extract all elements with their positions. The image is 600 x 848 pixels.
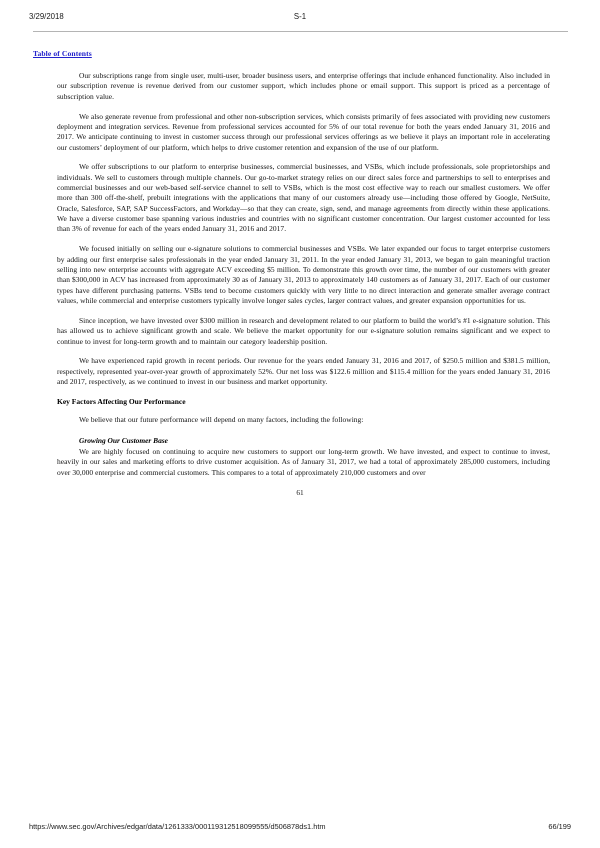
subsection-paragraph: We are highly focused on continuing to acquire new customers to support our long-term growth. We have invested, and expect to continue to invest, heavily in our sales and marketing efforts to drive customer acquisition. As of January 31, 2017, we had a total of approximately 285,000 customers, including over 30,000 enterprise and commercial customers. This compares to a total of approximately 210,000 customers and over — [57, 446, 550, 477]
print-footer-url: https://www.sec.gov/Archives/edgar/data/1261333/000119312518099555/d506878ds1.htm — [29, 822, 326, 831]
header-divider — [33, 31, 568, 32]
page-number: 61 — [296, 487, 304, 497]
print-footer-page-indicator: 66/199 — [548, 822, 571, 831]
paragraph: We offer subscriptions to our platform to enterprise businesses, commercial businesses, and VSBs, which include professionals, sole proprietorships and individuals. We sell to customers through multiple channels. Our go-to-market strategy relies on our direct sales force and partnerships to sell to enterprises and commercial businesses and our web-based self-service channel to sell to VSBs, which is the most cost effective way to reach our smallest customers. We offer more than 300 off-the-shelf, prebuilt integrations with the applications that many of our customers already use—including those offered by Google, NetSuite, Oracle, Salesforce, SAP, SAP SuccessFactors, and Workday—so that they can create, sign, send, and manage agreements from directly within these applications. We have a diverse customer base spanning various industries and countries with no significant customer concentration. Our largest customer accounted for less than 3% of revenue for each of the years ended January 31, 2016 and 2017. — [57, 162, 550, 234]
print-header-document-title: S-1 — [293, 12, 307, 21]
paragraph: We also generate revenue from professional and other non-subscription services, which consists primarily of fees associated with providing new customers deployment and integration services. Revenue from professional services accounted for 5% of our total revenue for both the years ended January 31, 2016 and 2017. We anticipate continuing to invest in customer success through our professional services offerings as we believe it plays an important role in accelerating our customers’ deployment of our platform, which helps to drive customer retention and expansion of the use of our platform. — [57, 111, 550, 152]
subsection-heading: Growing Our Customer Base — [79, 435, 168, 445]
text-column — [57, 71, 550, 497]
paragraph: Since inception, we have invested over $300 million in research and development related to our platform to build the world’s #1 e-signature solution. This has allowed us to achieve significant growth and scale. We believe the market opportunity for our e-signature solution remains significant and we expect to continue to invest for long-term growth and to maintain our category leadership position. — [57, 315, 550, 346]
print-footer — [0, 822, 600, 834]
section-intro-paragraph: We believe that our future performance will depend on many factors, including the following: — [79, 415, 364, 425]
paragraph: Our subscriptions range from single user, multi-user, broader business users, and enterprise offerings that include enhanced functionality. Also included in our subscription revenue is revenue derived from our customer support, which includes phone or email support. This support is priced as a percentage of subscription value. — [57, 71, 550, 101]
table-of-contents-link-container — [0, 43, 600, 61]
section-heading: Key Factors Affecting Our Performance — [57, 396, 186, 406]
table-of-contents-link[interactable]: Table of Contents — [33, 49, 92, 58]
print-header — [0, 12, 600, 26]
paragraph: We have experienced rapid growth in recent periods. Our revenue for the years ended January 31, 2016 and 2017, of $250.5 million and $381.5 million, respectively, represented year-over-year growth of approximately 52%. Our net loss was $122.6 million and $115.4 million for the years ended January 31, 2016 and 2017, respectively, as we continued to invest in our business and market opportunity. — [57, 356, 550, 387]
paragraph: We focused initially on selling our e-signature solutions to commercial businesses and VSBs. We later expanded our focus to target enterprise customers by adding our first enterprise sales professionals in the year ended January 31, 2011. In the year ended January 31, 2013, we began to gain meaningful traction selling into new enterprise accounts with aggregate ACV exceeding $5 million. To demonstrate this growth over time, the number of our customers with greater than $300,000 in ACV has increased from approximately 30 as of January 31, 2013 to approximately 140 customers as of January 31, 2017. Each of our customer types have different purchasing patterns. VSBs tend to become customers quickly with very little to no direct interaction and generate smaller average contract values, while commercial and enterprise customers typically involve longer sales cycles, larger contract values, and greater expansion opportunities for us. — [57, 244, 550, 306]
document-body — [0, 40, 600, 497]
print-header-date: 3/29/2018 — [29, 12, 64, 21]
